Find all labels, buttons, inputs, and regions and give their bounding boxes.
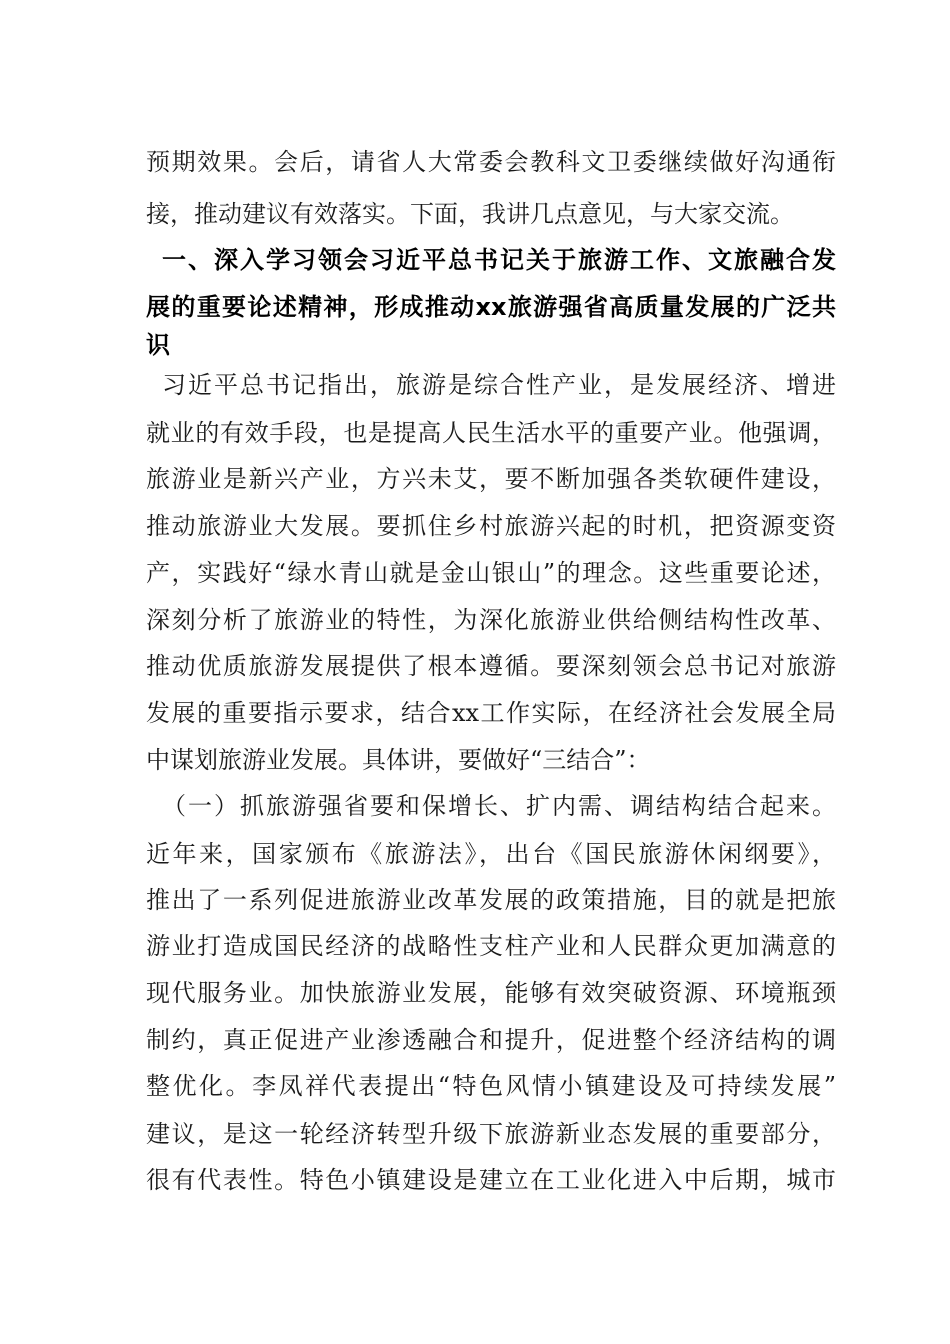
body-text-line: 接，推动建议有效落实。下面，我讲几点意见，与大家交流。 [146,200,794,228]
body-text-line: 建议，是这一轮经济转型升级下旅游新业态发展的重要部分， [146,1120,836,1148]
body-text-line: 推出了一系列促进旅游业改革发展的政策措施，目的就是把旅 [146,886,836,914]
body-text-line: 推动旅游业大发展。要抓住乡村旅游兴起的时机，把资源变资 [146,512,836,540]
body-text-line: 旅游业是新兴产业，方兴未艾，要不断加强各类软硬件建设， [146,465,836,493]
body-text-line: 习近平总书记指出，旅游是综合性产业，是发展经济、增进 [162,371,836,399]
body-text-line: 很有代表性。特色小镇建设是建立在工业化进入中后期，城市 [146,1166,836,1194]
body-text-line: 中谋划旅游业发展。具体讲，要做好“三结合”： [146,746,651,774]
body-text-line: 深刻分析了旅游业的特性，为深化旅游业供给侧结构性改革、 [146,606,836,634]
body-text-line: 产，实践好“绿水青山就是金山银山”的理念。这些重要论述， [146,559,836,587]
body-text-line: 现代服务业。加快旅游业发展，能够有效突破资源、环境瓶颈 [146,979,836,1007]
section-heading-line: 一、深入学习领会习近平总书记关于旅游工作、文旅融合发 [162,246,836,274]
section-heading-line: 识 [146,331,170,359]
body-text-line: 发展的重要指示要求，结合xx工作实际，在经济社会发展全局 [146,699,836,727]
subsection-heading-line: （一）抓旅游强省要和保增长、扩内需、调结构结合起来。 [162,792,836,820]
body-text-line: 近年来，国家颁布《旅游法》，出台《国民旅游休闲纲要》， [146,840,836,868]
body-text-line: 制约，真正促进产业渗透融合和提升，促进整个经济结构的调 [146,1026,836,1054]
section-heading-line: 展的重要论述精神，形成推动xx旅游强省高质量发展的广泛共 [146,293,836,321]
body-text-line: 游业打造成国民经济的战略性支柱产业和人民群众更加满意的 [146,932,836,960]
body-text-line: 预期效果。会后，请省人大常委会教科文卫委继续做好沟通衔 [146,148,836,176]
body-text-line: 整优化。李凤祥代表提出“特色风情小镇建设及可持续发展” [146,1072,836,1100]
body-text-line: 推动优质旅游发展提供了根本遵循。要深刻领会总书记对旅游 [146,652,836,680]
body-text-line: 就业的有效手段，也是提高人民生活水平的重要产业。他强调， [146,419,836,447]
